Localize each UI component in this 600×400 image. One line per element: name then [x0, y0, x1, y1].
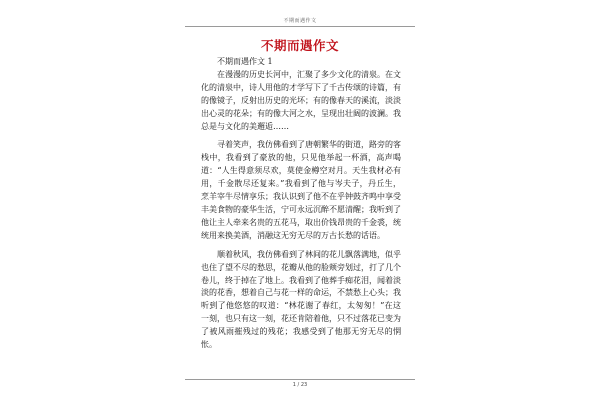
- header-divider: [185, 26, 415, 27]
- running-header: 不期而遇作文: [283, 18, 317, 24]
- page-number: 1 / 23: [292, 382, 308, 388]
- paragraph: 顺着秋风，我仿佛看到了林间的花儿飘落满地，似乎也住了望不尽的愁思，花瓣从他的脸颊旁划过，打了几个卷儿，终于掉在了地上。我看到了他葬手痴花泪，闻着淡淡的花香，想着自己与花一样的命运，不禁愁上心头；我听到了他悠悠的叹道：“林花谢了春红，太匆匆！”在这一刻，也只有这一刻，花还肯陪着他，只不过落花已变为了被风雨摧残过的残花；我感受到了他那无穷无尽的惘怅。: [201, 249, 401, 350]
- paragraph: 在漫漫的历史长河中，汇聚了多少文化的清泉。在文化的清泉中，诗人用他的才学写下了千古传颂的诗篇，有的像镜子，反射出历史的光坏；有的像春天的溪流，淡淡出心灵的花朵；有的像大河之水，呈现出壮阔的波澜。我总是与文化的美邂逅……: [201, 69, 401, 131]
- document-body: [201, 56, 401, 358]
- essay-subheading: 不期而遇作文 1: [217, 57, 273, 66]
- document-title: 不期而遇作文: [260, 38, 339, 53]
- paragraph: 寻着笑声，我仿佛看到了唐朝繁华的街道，路旁的客栈中，我看到了豪放的他，只见他举起一杯酒，高声喝道：“人生得意须尽欢，莫使金樽空对月。天生我材必有用，千金散尽还复来。”我看到了他与岑夫子，丹丘生，烹羊宰牛尽情享乐；我认识到了他不在乎钟鼓齐鸣中享受丰美食物的豪华生活，宁可永远沉醉不愿清醒；我听到了他让主人牵来名贵的五花马，取出价钱昂贵的千金裘，统统用来换美酒，消融这无穷无尽的万古长愁的话语。: [201, 140, 401, 240]
- footer-divider: [185, 379, 415, 380]
